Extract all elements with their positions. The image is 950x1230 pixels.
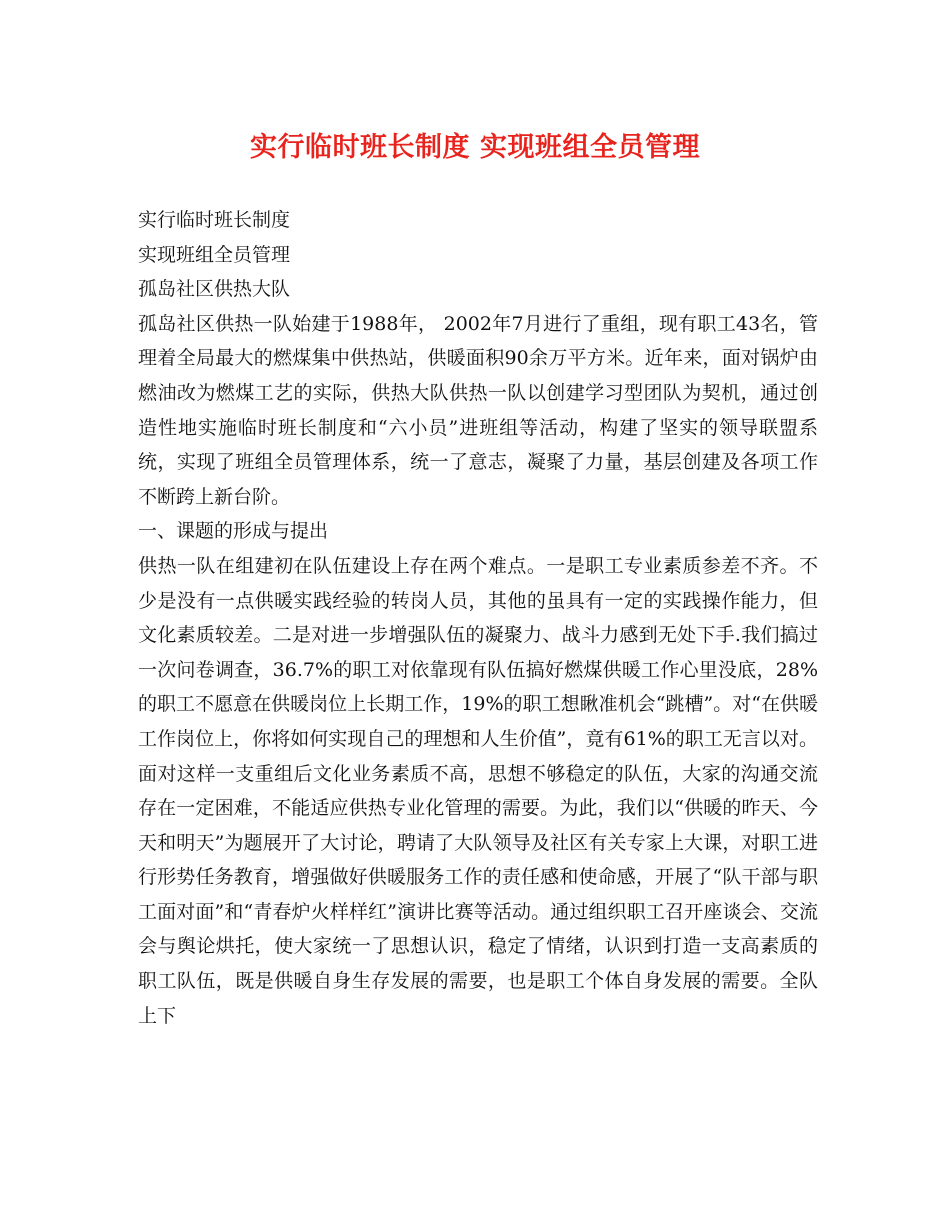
paragraph-intro: 孤岛社区供热一队始建于1988年， 2002年7月进行了重组，现有职工43名，管理着全局最大的燃煤集中供热站，供暖面积90余万平方米。近年来，面对锅炉由燃油改为燃煤工艺的实际，供热大队供热一队以创建学习型团队为契机，通过创造性地实施临时班长制度和“六小员”进班组等活动，构建了坚实的领导联盟系统，实现了班组全员管理体系，统一了意志，凝聚了力量，基层创建及各项工作不断跨上新台阶。 <box>138 312 818 508</box>
paragraph-heading-1: 实行临时班长制度 <box>138 209 291 231</box>
paragraph-author: 孤岛社区供热大队 <box>138 278 291 301</box>
document-body <box>138 203 818 1033</box>
section-heading: 一、课题的形成与提出 <box>138 520 329 543</box>
paragraph-body: 供热一队在组建初在队伍建设上存在两个难点。一是职工专业素质参差不齐。不少是没有一点供暖实践经验的转岗人员，其他的虽具有一定的实践操作能力，但文化素质较差。二是对进一步增强队伍的凝聚力、战斗力感到无处下手.我们搞过一次问卷调查，36.7%的职工对依靠现有队伍搞好燃煤供暖工作心里没底，28%的职工不愿意在供暖岗位上长期工作，19%的职工想瞅准机会“跳槽”。对“在供暖工作岗位上，你将如何实现自己的理想和人生价值”，竟有61%的职工无言以对。面对这样一支重组后文化业务素质不高，思想不够稳定的队伍，大家的沟通交流存在一定困难，不能适应供热专业化管理的需要。为此，我们以“供暖的昨天、今天和明天”为题展开了大讨论，聘请了大队领导及社区有关专家上大课，对职工进行形势任务教育，增强做好供暖服务工作的责任感和使命感，开展了“队干部与职工面对面”和“青春炉火样样红”演讲比赛等活动。通过组织职工召开座谈会、交流会与舆论烘托，使大家统一了思想认识，稳定了情绪，认识到打造一支高素质的职工队伍，既是供暖自身生存发展的需要，也是职工个体自身发展的需要。全队上下 <box>138 554 818 1027</box>
document-title: 实行临时班长制度 实现班组全员管理 <box>250 132 700 163</box>
paragraph-heading-2: 实现班组全员管理 <box>138 243 291 266</box>
